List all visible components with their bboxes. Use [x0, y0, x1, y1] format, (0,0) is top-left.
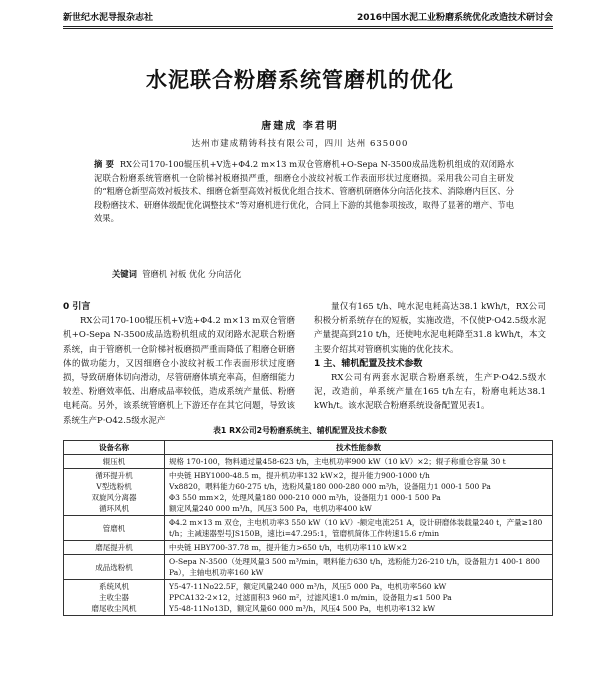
- device-name: 双旋风分离器: [91, 493, 137, 502]
- params-text: O-Sepa N-3500（处理风量3 500 m³/min，喂料能力630 t/h，选粉能力26-210 t/h，设备阻力1 400-1 800 Pa），主轴电机功率160 kW: [169, 557, 540, 577]
- device-name: 主收尘器: [99, 593, 129, 602]
- table-caption: 表1 RX公司2号粉磨系统主、辅机配置及技术参数: [213, 426, 387, 435]
- device-name: 磨尾收尘风机: [91, 604, 137, 613]
- table-row: [64, 580, 553, 616]
- params-cell: [165, 455, 553, 469]
- params-cell: [165, 469, 553, 516]
- params-text: Φ3 550 mm×2，处理风量180 000-210 000 m³/h，设备阻力1 000-1 500 Pa: [169, 493, 441, 502]
- header-rule: [63, 26, 553, 27]
- device-cell: [64, 541, 165, 555]
- right-column: [314, 300, 546, 414]
- left-column: [63, 300, 295, 428]
- params-text: Y5-47-11No22.5F，额定风量240 000 m³/h，风压5 000 Pa，电机功率560 kW: [169, 582, 447, 591]
- intro-paragraph: RX公司170-100辊压机+V选+Φ4.2 m×13 m双仓管磨机+O-Sepa N-3500成品选粉机组成的双闭路水泥联合粉磨系统，由于管磨机一仓阶梯衬板磨损严重而降低了粗磨仓研磨体的做功能力，又因细磨仓小波纹衬板工作表面形状过度磨损，导致研磨体切向滑动，尽管研磨体填充率高，但磨细能力较差、粉磨效率低、出磨成品率较低，造成系统产量低、粉磨电耗高。另外，该系统管磨机上下游还存在其它问题，导致该系统生产P·O42.5级水泥产: [63, 316, 295, 426]
- header-rule-thin: [63, 28, 553, 29]
- running-header: [63, 10, 553, 26]
- column-header-params: 技术性能参数: [165, 441, 553, 455]
- section1-heading: 1 主、辅机配置及技术参数: [314, 358, 423, 369]
- params-cell: [165, 516, 553, 541]
- params-text: Φ4.2 m×13 m 双仓，主电机功率3 550 kW（10 kV）-额定电流251 A，设计研磨体装载量240 t，产量≥180 t/h；主减速器型号JS150B，速比i=47.295:1，管磨机简体工作转速15.6 r/min: [169, 518, 543, 538]
- paper-title: 水泥联合粉磨系统管磨机的优化: [146, 68, 454, 92]
- device-name: 循环提升机: [95, 471, 133, 480]
- device-name: V型选粉机: [96, 482, 132, 491]
- keywords-label: 关键词: [112, 269, 137, 279]
- table-row: [64, 469, 553, 516]
- device-cell: [64, 455, 165, 469]
- params-text: Vx8820，喂料能力60-275 t/h，选粉风量180 000-280 000 m³/h，设备阻力1 000-1 500 Pa: [169, 482, 491, 491]
- table-row: [64, 555, 553, 580]
- table-header-row: [64, 441, 553, 455]
- keywords-text: 管磨机 衬板 优化 分向活化: [142, 269, 242, 279]
- device-name: 系统风机: [99, 582, 129, 591]
- device-name: 辊压机: [102, 457, 126, 466]
- device-cell: [64, 469, 165, 516]
- column-header-device: 设备名称: [64, 441, 165, 455]
- device-cell: [64, 555, 165, 580]
- abstract-text: RX公司170-100辊压机+V选+Φ4.2 m×13 m双仓管磨机+O-Sepa N-3500成品选粉机组成的双闭路水泥联合粉磨系统管磨机一仓阶梯衬板磨损严重，细磨仓小波纹衬板工作表面形状过度磨损。采用我公司自主研发的“粗磨仓新型高效衬板技术、细磨仓新型高效衬板优化组合技术、管磨机研磨体分向活化技术、消除磨内巨区、分段粉磨技术、研磨体级配优化调整技术”等对磨机进行优化，合同上下游的其他参项按改，取得了显著的增产、节电效果。: [94, 159, 514, 223]
- abstract-label: 摘 要: [94, 159, 115, 169]
- table-body: [64, 455, 553, 616]
- affiliation: 达州市建成精铸科技有限公司，四川 达州 635000: [191, 139, 409, 149]
- table-row: [64, 541, 553, 555]
- abstract: [94, 158, 514, 226]
- authors: 唐建成 李君明: [261, 121, 339, 132]
- table-row: [64, 516, 553, 541]
- params-cell: [165, 541, 553, 555]
- params-text: 中央链 HBY700-37.78 m，提升能力>650 t/h，电机功率110 kW×2: [169, 543, 407, 552]
- device-name: 管磨机: [102, 523, 126, 533]
- equipment-table: [63, 440, 553, 616]
- table-row: [64, 455, 553, 469]
- device-name: 磨尾提升机: [95, 543, 133, 552]
- params-cell: [165, 580, 553, 616]
- params-text: 中央链 HBY1000-48.5 m，提升机功率132 kW×2，提升能力900-1000 t/h: [169, 471, 430, 480]
- params-cell: [165, 555, 553, 580]
- device-name: 循环风机: [99, 504, 129, 513]
- device-cell: [64, 516, 165, 541]
- params-text: PPCA132-2×12，过滤面积3 960 m²，过滤风速1.0 m/min，设备阻力≤1 500 Pa: [169, 593, 452, 602]
- section1-paragraph: RX公司有两套水泥联合粉磨系统，生产P·O42.5级水泥，改造前，单系统产量在165 t/h左右，粉磨电耗达38.1 kWh/t。该水泥联合粉磨系统设备配置见表1。: [314, 373, 546, 412]
- intro-continued-paragraph: 量仅有165 t/h、吨水泥电耗高达38.1 kWh/t，RX公司积极分析系统存在的短板，实施改造，不仅使P·O42.5级水泥产量提高到210 t/h，还使吨水泥电耗降至31.8 kWh/t，本文主要介绍其对管磨机实施的优化技术。: [314, 302, 546, 355]
- params-text: Y5-48-11No13D，额定风量60 000 m³/h，风压4 500 Pa，电机功率132 kW: [169, 604, 436, 613]
- params-text: 规格 170-100，物料通过量458-623 t/h，主电机功率900 kW（10 kV）×2；辊子称重仓容量 30 t: [169, 457, 506, 466]
- device-cell: [64, 580, 165, 616]
- intro-heading: 0 引言: [63, 302, 91, 312]
- params-text: 额定风量240 000 m³/h，风压3 500 Pa，电机功率400 kW: [169, 504, 372, 513]
- device-name: 成品选粉机: [95, 562, 133, 572]
- conference-name: 2016中国水泥工业粉磨系统优化改造技术研讨会: [356, 13, 553, 23]
- keywords: [112, 268, 512, 280]
- journal-name: 新世纪水泥导报杂志社: [63, 13, 154, 23]
